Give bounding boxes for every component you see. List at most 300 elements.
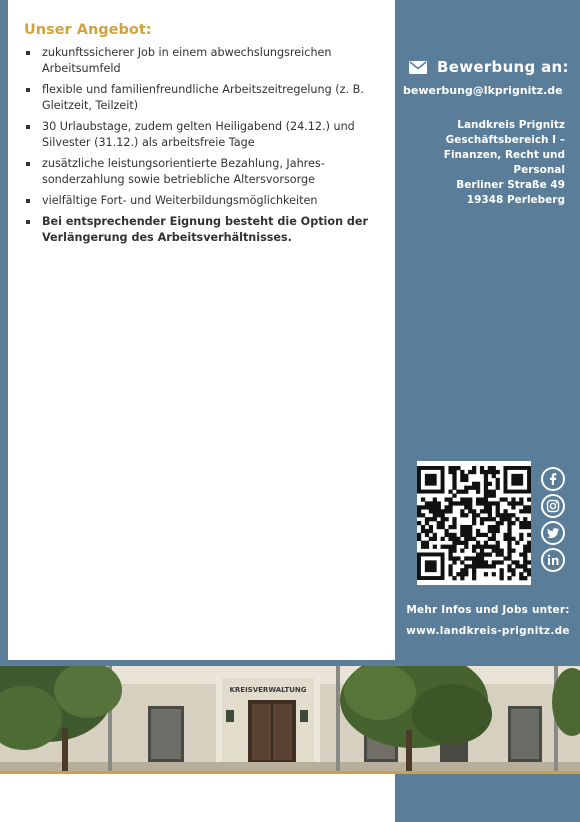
qr-module	[507, 576, 511, 580]
qr-module	[507, 568, 511, 572]
qr-module	[452, 486, 456, 490]
facebook-icon[interactable]	[541, 467, 565, 491]
offer-item-highlight: Bei entsprechender Eignung besteht die Option der Verlängerung des Arbeitsverhältnisses.	[22, 214, 372, 246]
qr-module	[480, 560, 484, 564]
qr-module	[468, 501, 472, 505]
qr-module	[460, 568, 464, 572]
qr-module	[468, 486, 472, 490]
qr-module	[484, 517, 488, 521]
building-photo	[0, 666, 580, 772]
qr-module	[468, 497, 472, 501]
qr-module	[448, 545, 452, 549]
qr-module	[484, 478, 488, 482]
qr-module	[476, 513, 480, 517]
qr-module	[429, 505, 433, 509]
qr-module	[523, 525, 527, 529]
qr-module	[527, 545, 531, 549]
qr-module	[500, 572, 504, 576]
qr-module	[456, 541, 460, 545]
qr-module	[468, 533, 472, 537]
qr-module	[515, 501, 519, 505]
qr-module	[464, 501, 468, 505]
qr-module	[448, 509, 452, 513]
qr-module	[460, 560, 464, 564]
qr-module	[519, 509, 523, 513]
qr-module	[484, 470, 488, 474]
qr-module	[515, 541, 519, 545]
qr-module	[527, 549, 531, 553]
qr-module	[460, 576, 464, 580]
qr-module	[480, 466, 484, 470]
qr-module	[456, 537, 460, 541]
qr-module	[429, 529, 433, 533]
bullet-icon	[26, 220, 30, 224]
qr-module	[448, 537, 452, 541]
qr-module	[519, 552, 523, 556]
qr-module	[460, 497, 464, 501]
qr-module	[480, 521, 484, 525]
qr-module	[476, 560, 480, 564]
qr-module	[472, 521, 476, 525]
qr-module	[484, 486, 488, 490]
qr-module	[448, 490, 452, 494]
qr-module	[507, 541, 511, 545]
application-email[interactable]: bewerbung@lkprignitz.de	[403, 84, 563, 97]
qr-module	[460, 549, 464, 553]
qr-module	[421, 541, 425, 545]
qr-module	[464, 490, 468, 494]
qr-module	[433, 497, 437, 501]
qr-module	[433, 533, 437, 537]
qr-module	[500, 576, 504, 580]
qr-module	[468, 556, 472, 560]
qr-module	[527, 560, 531, 564]
instagram-icon[interactable]	[541, 494, 565, 518]
qr-module	[464, 505, 468, 509]
qr-module	[421, 525, 425, 529]
qr-module	[452, 470, 456, 474]
qr-module	[448, 501, 452, 505]
qr-module	[480, 470, 484, 474]
offer-panel	[8, 0, 395, 660]
qr-module	[417, 533, 421, 537]
qr-module	[527, 521, 531, 525]
qr-module	[488, 470, 492, 474]
qr-module	[452, 545, 456, 549]
qr-module	[511, 537, 515, 541]
qr-module	[484, 545, 488, 549]
qr-module	[456, 556, 460, 560]
qr-module	[515, 560, 519, 564]
qr-module	[456, 572, 460, 576]
qr-module	[511, 521, 515, 525]
qr-module	[445, 509, 449, 513]
qr-module	[523, 556, 527, 560]
qr-module	[429, 537, 433, 541]
qr-module	[507, 533, 511, 537]
qr-module	[472, 549, 476, 553]
qr-module	[492, 533, 496, 537]
qr-module	[441, 513, 445, 517]
qr-module	[433, 517, 437, 521]
qr-module	[492, 470, 496, 474]
offer-item: 30 Urlaubstage, zudem gelten Heiligabend (24.12.) und Silvester (31.12.) als arbeitsfreie Tage	[22, 119, 372, 151]
qr-module	[460, 533, 464, 537]
qr-module	[488, 529, 492, 533]
qr-module	[496, 549, 500, 553]
linkedin-icon[interactable]	[541, 548, 565, 572]
qr-module	[496, 501, 500, 505]
qr-module	[417, 537, 421, 541]
website-link[interactable]: www.landkreis-prignitz.de	[406, 625, 570, 637]
qr-module	[472, 513, 476, 517]
qr-module	[496, 509, 500, 513]
qr-module	[476, 486, 480, 490]
qr-module	[500, 560, 504, 564]
qr-module	[472, 509, 476, 513]
qr-module	[433, 537, 437, 541]
qr-module	[445, 505, 449, 509]
qr-module	[519, 537, 523, 541]
qr-module	[492, 474, 496, 478]
qr-module	[417, 521, 421, 525]
qr-module	[452, 521, 456, 525]
qr-module	[492, 501, 496, 505]
qr-module	[480, 549, 484, 553]
qr-module	[452, 478, 456, 482]
qr-module	[425, 533, 429, 537]
qr-module	[484, 564, 488, 568]
qr-module	[507, 545, 511, 549]
qr-module	[456, 466, 460, 470]
qr-module	[464, 529, 468, 533]
qr-module	[492, 466, 496, 470]
qr-module	[460, 529, 464, 533]
qr-module	[488, 545, 492, 549]
qr-module	[452, 537, 456, 541]
qr-module	[500, 517, 504, 521]
qr-module	[496, 545, 500, 549]
qr-module	[476, 541, 480, 545]
qr-module	[527, 572, 531, 576]
qr-module	[464, 541, 468, 545]
more-info-label: Mehr Infos und Jobs unter:	[406, 604, 570, 616]
qr-module	[464, 572, 468, 576]
qr-module	[417, 513, 421, 517]
qr-module	[507, 556, 511, 560]
qr-module	[519, 497, 523, 501]
qr-module	[488, 482, 492, 486]
bullet-icon	[26, 162, 30, 166]
qr-module	[460, 509, 464, 513]
qr-module	[492, 564, 496, 568]
qr-module	[488, 509, 492, 513]
qr-module	[496, 478, 500, 482]
qr-module	[441, 509, 445, 513]
qr-module	[452, 556, 456, 560]
qr-module	[527, 533, 531, 537]
qr-module	[452, 474, 456, 478]
qr-module	[429, 517, 433, 521]
qr-module	[476, 497, 480, 501]
qr-module	[484, 572, 488, 576]
qr-module	[437, 521, 441, 525]
qr-module	[488, 552, 492, 556]
qr-module	[468, 505, 472, 509]
qr-module	[523, 564, 527, 568]
qr-module	[519, 576, 523, 580]
qr-module	[452, 576, 456, 580]
bullet-icon	[26, 199, 30, 203]
qr-module	[452, 560, 456, 564]
qr-module	[519, 501, 523, 505]
qr-module	[480, 517, 484, 521]
qr-module	[496, 505, 500, 509]
qr-module	[484, 490, 488, 494]
qr-module	[480, 564, 484, 568]
qr-code[interactable]	[417, 461, 531, 585]
qr-module	[496, 521, 500, 525]
qr-module	[472, 572, 476, 576]
qr-module	[445, 529, 449, 533]
offer-item: flexible und familienfreundliche Arbeitszeitregelung (z. B. Gleitzeit, Teilzeit)	[22, 82, 372, 114]
qr-module	[507, 564, 511, 568]
qr-module	[448, 466, 452, 470]
application-panel	[395, 0, 580, 660]
qr-module	[441, 545, 445, 549]
qr-module	[452, 533, 456, 537]
qr-module	[488, 537, 492, 541]
qr-module	[484, 474, 488, 478]
qr-module	[429, 525, 433, 529]
qr-module	[492, 494, 496, 498]
qr-module	[464, 486, 468, 490]
qr-module	[484, 494, 488, 498]
qr-module	[456, 501, 460, 505]
qr-module	[527, 525, 531, 529]
qr-module	[476, 533, 480, 537]
qr-module	[464, 537, 468, 541]
qr-module	[503, 537, 507, 541]
bullet-icon	[26, 51, 30, 55]
application-heading: Bewerbung an:	[409, 58, 574, 76]
qr-module	[500, 513, 504, 517]
qr-module	[488, 490, 492, 494]
qr-module	[437, 501, 441, 505]
qr-module	[448, 564, 452, 568]
qr-module	[492, 525, 496, 529]
qr-module	[464, 556, 468, 560]
qr-module	[468, 509, 472, 513]
qr-module	[503, 533, 507, 537]
qr-module	[437, 509, 441, 513]
qr-module	[468, 525, 472, 529]
qr-module	[421, 529, 425, 533]
qr-module	[492, 517, 496, 521]
offer-item: zusätzliche leistungsorientierte Bezahlung, Jahressonderzahlung sowie betriebliche Altersvorsorge	[22, 156, 372, 188]
envelope-icon	[409, 61, 427, 74]
qr-module	[492, 529, 496, 533]
application-address: Landkreis Prignitz Geschäftsbereich I – Finanzen, Recht und Personal Berliner Straße 49 19348 Perleberg	[443, 119, 565, 206]
qr-module	[425, 474, 437, 486]
qr-module	[523, 517, 527, 521]
qr-module	[464, 533, 468, 537]
qr-module	[511, 501, 515, 505]
qr-module	[460, 525, 464, 529]
qr-module	[417, 505, 421, 509]
qr-module	[464, 513, 468, 517]
qr-module	[480, 501, 484, 505]
qr-module	[464, 474, 468, 478]
qr-module	[507, 529, 511, 533]
qr-module	[448, 549, 452, 553]
bottom-white-strip	[0, 774, 395, 822]
qr-module	[480, 509, 484, 513]
qr-module	[519, 521, 523, 525]
qr-module	[476, 501, 480, 505]
qr-module	[496, 513, 500, 517]
qr-module	[507, 517, 511, 521]
offer-list	[22, 45, 372, 251]
qr-module	[425, 545, 429, 549]
qr-module	[429, 501, 433, 505]
qr-module	[496, 560, 500, 564]
qr-module	[472, 517, 476, 521]
building-sign: KREISVERWALTUNG	[229, 686, 307, 694]
qr-module	[496, 525, 500, 529]
qr-module	[460, 501, 464, 505]
qr-module	[425, 541, 429, 545]
qr-module	[484, 482, 488, 486]
qr-module	[523, 521, 527, 525]
qr-module	[456, 490, 460, 494]
qr-module	[523, 576, 527, 580]
qr-module	[492, 549, 496, 553]
qr-module	[484, 501, 488, 505]
qr-module	[472, 466, 476, 470]
qr-module	[488, 466, 492, 470]
offer-title: Unser Angebot:	[24, 22, 152, 38]
qr-module	[448, 572, 452, 576]
qr-module	[511, 513, 515, 517]
qr-module	[484, 505, 488, 509]
qr-module	[448, 568, 452, 572]
qr-module	[523, 568, 527, 572]
qr-module	[441, 537, 445, 541]
qr-module	[511, 505, 515, 509]
qr-module	[468, 529, 472, 533]
qr-module	[484, 509, 488, 513]
qr-module	[523, 545, 527, 549]
qr-module	[476, 482, 480, 486]
qr-module	[425, 501, 429, 505]
qr-module	[511, 568, 515, 572]
qr-module	[496, 482, 500, 486]
qr-module	[464, 564, 468, 568]
qr-module	[445, 497, 449, 501]
qr-module	[421, 513, 425, 517]
qr-module	[480, 552, 484, 556]
qr-module	[507, 525, 511, 529]
qr-module	[472, 564, 476, 568]
qr-module	[507, 537, 511, 541]
qr-module	[488, 505, 492, 509]
twitter-icon[interactable]	[541, 521, 565, 545]
qr-module	[527, 541, 531, 545]
qr-module	[515, 517, 519, 521]
qr-module	[445, 517, 449, 521]
qr-module	[488, 564, 492, 568]
bottom-blue-strip	[395, 774, 580, 822]
qr-module	[425, 560, 437, 572]
qr-module	[464, 497, 468, 501]
qr-module	[488, 501, 492, 505]
qr-module	[460, 474, 464, 478]
bullet-icon	[26, 88, 30, 92]
qr-module	[503, 509, 507, 513]
qr-module	[472, 470, 476, 474]
qr-module	[472, 545, 476, 549]
qr-module	[448, 470, 452, 474]
qr-module	[425, 505, 429, 509]
qr-module	[496, 470, 500, 474]
qr-module	[480, 497, 484, 501]
qr-module	[488, 517, 492, 521]
qr-module	[476, 556, 480, 560]
qr-module	[523, 552, 527, 556]
qr-module	[437, 525, 441, 529]
qr-module	[464, 478, 468, 482]
qr-module	[452, 525, 456, 529]
qr-module	[511, 497, 515, 501]
qr-module	[488, 494, 492, 498]
qr-module	[472, 568, 476, 572]
qr-module	[500, 568, 504, 572]
qr-module	[500, 521, 504, 525]
qr-module	[452, 501, 456, 505]
qr-module	[527, 505, 531, 509]
offer-item: zukunftssicherer Job in einem abwechslungsreichen Arbeitsumfeld	[22, 45, 372, 77]
qr-module	[500, 552, 504, 556]
qr-module	[468, 470, 472, 474]
qr-module	[488, 525, 492, 529]
qr-module	[433, 501, 437, 505]
qr-module	[425, 529, 429, 533]
qr-module	[511, 572, 515, 576]
qr-module	[480, 533, 484, 537]
qr-module	[429, 509, 433, 513]
qr-module	[460, 478, 464, 482]
qr-module	[511, 474, 523, 486]
qr-module	[452, 466, 456, 470]
qr-module	[484, 560, 488, 564]
qr-module	[472, 556, 476, 560]
qr-module	[448, 552, 452, 556]
qr-module	[503, 513, 507, 517]
qr-module	[452, 494, 456, 498]
social-links	[541, 467, 567, 575]
qr-module	[507, 501, 511, 505]
qr-module	[437, 513, 441, 517]
qr-module	[445, 545, 449, 549]
qr-module	[452, 549, 456, 553]
qr-module	[492, 490, 496, 494]
qr-module	[507, 513, 511, 517]
qr-module	[503, 497, 507, 501]
qr-module	[519, 525, 523, 529]
qr-module	[425, 521, 429, 525]
qr-module	[460, 572, 464, 576]
